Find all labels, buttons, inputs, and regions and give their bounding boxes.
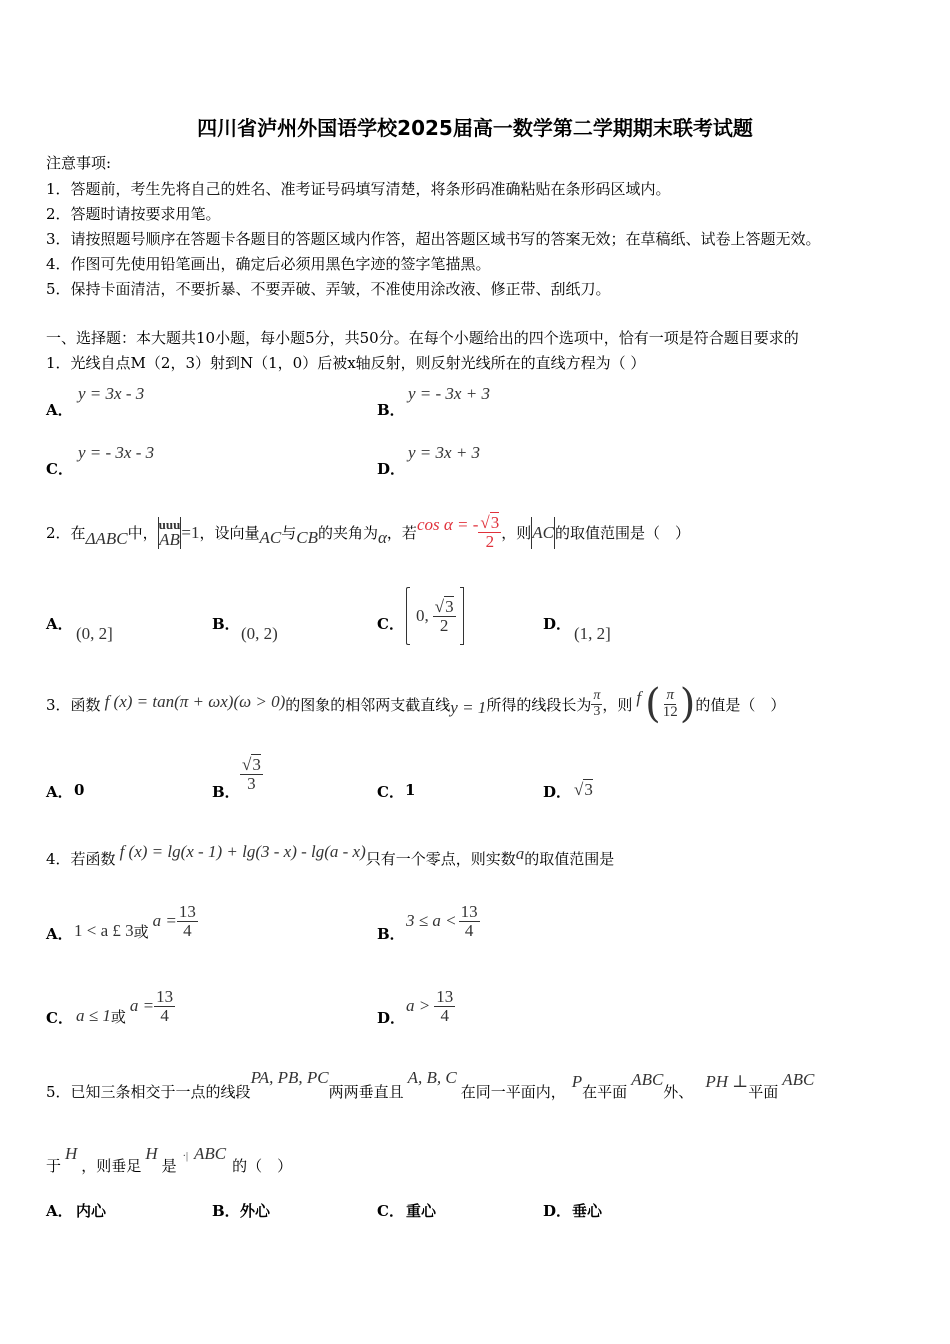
q3-pi: π bbox=[593, 687, 601, 703]
notice-item: 5．保持卡面清洁，不要折暴、不要弄破、弄皱，不准使用涂改液、修正带、刮纸刀。 bbox=[46, 280, 611, 298]
q4-option-a bbox=[74, 898, 198, 944]
q5-option-b: 外心 bbox=[240, 1202, 271, 1220]
q4-text: 的取值范围是 bbox=[524, 849, 615, 868]
q5-text: 的（ ） bbox=[232, 1157, 293, 1175]
q4-option-c-eq: a = bbox=[129, 996, 155, 1015]
q2-text: ，若 bbox=[386, 524, 417, 542]
notice-heading: 注意事项: bbox=[46, 154, 112, 172]
q2-vector-ac: AC bbox=[259, 527, 282, 547]
q3-text: 函数 bbox=[70, 695, 101, 714]
q2-text: 与 bbox=[281, 524, 297, 542]
q5-text: 于 bbox=[46, 1157, 62, 1175]
q2-text: 在 bbox=[70, 524, 86, 542]
q5-h: H bbox=[65, 1144, 78, 1163]
q1-option-b-label: B． bbox=[377, 401, 405, 419]
q4-number: 4． bbox=[46, 849, 71, 868]
q3-option-a: 0 bbox=[74, 781, 85, 799]
question-4-stem bbox=[46, 838, 614, 878]
q2-vector-arrow: uuu bbox=[158, 516, 181, 532]
q4-option-b-den: 4 bbox=[464, 920, 474, 940]
q2-option-c-pre: 0, bbox=[416, 606, 429, 625]
q4-a: a bbox=[515, 844, 525, 863]
q3-option-d-label: D． bbox=[543, 783, 572, 801]
question-5-stem bbox=[46, 1060, 814, 1102]
q2-option-d-label: D． bbox=[543, 615, 572, 633]
q3-f: f bbox=[636, 688, 642, 707]
question-3-stem: 3． 函数 f (x) = tan(π + ωx)(ω > 0) 的图象的相邻两支截直线 y = 1 所得的线段长为 $\frac{\pi}{3}$ ，则 f ( $\frac{\pi}{12}$ ) 的值是（ ） bbox=[46, 681, 786, 727]
q2-text: 的取值范围是（ ） bbox=[555, 524, 691, 542]
q2-option-c-den: 2 bbox=[439, 615, 449, 635]
page-title: 四川省泸州外国语学校2025届高一数学第二学期期末联考试题 bbox=[197, 116, 753, 140]
q2-text: ，则 bbox=[501, 524, 532, 542]
q4-option-c bbox=[76, 983, 175, 1029]
q5-text: 是 bbox=[161, 1157, 177, 1175]
q3-text: 的值是（ ） bbox=[695, 695, 786, 714]
q2-option-c: 0, $\frac{√3}{2}$ bbox=[406, 587, 464, 645]
q2-vector-ab: AB bbox=[159, 529, 180, 549]
q4-text: 若函数 bbox=[70, 849, 116, 868]
q4-option-c-or: 或 bbox=[110, 1007, 126, 1026]
q5-ph-perp: PH ⊥ bbox=[705, 1072, 749, 1091]
q4-option-d-num: 13 bbox=[436, 986, 454, 1006]
notice-item: 1．答题前，考生先将自己的姓名、准考证号码填写清楚，将条形码准确粘贴在条形码区域内。 bbox=[46, 180, 671, 198]
q2-abs-ac: AC bbox=[532, 522, 554, 542]
q5-option-b-label: B． bbox=[212, 1202, 240, 1220]
q3-option-b: $\frac{√3}{3}$ bbox=[242, 755, 261, 793]
q4-option-d-label: D． bbox=[377, 1009, 406, 1027]
q3-option-c-label: C． bbox=[377, 783, 404, 801]
q4-option-a-or: 或 bbox=[133, 922, 149, 941]
q5-text: 外、 bbox=[663, 1083, 694, 1101]
q5-points: A, B, C bbox=[407, 1068, 457, 1087]
q4-option-c-num: 13 bbox=[156, 986, 174, 1006]
question-5-stem-cont bbox=[46, 1136, 292, 1176]
q5-plane-abc2: ABC bbox=[782, 1070, 815, 1089]
q2-triangle: ΔABC bbox=[85, 528, 128, 548]
q1-option-a: y = 3x - 3 bbox=[78, 384, 145, 403]
q5-text: 在同一平面内， bbox=[460, 1083, 566, 1101]
q2-alpha: α bbox=[377, 527, 387, 547]
q5-number: 5． bbox=[46, 1083, 71, 1101]
question-1-stem: 1．光线自点M（2，3）射到N（1，0）后被x轴反射，则反射光线所在的直线方程为（ ） bbox=[46, 354, 646, 372]
q4-option-b-pre: 3 ≤ a < bbox=[406, 911, 457, 930]
q2-option-a: (0, 2] bbox=[76, 624, 113, 643]
q2-vector-cb: CB bbox=[296, 527, 318, 547]
q2-option-d: (1, 2] bbox=[574, 624, 611, 643]
section-heading: 一、选择题：本大题共10小题，每小题5分，共50分。在每个小题给出的四个选项中，恰有一项是符合题目要求的 bbox=[46, 329, 799, 347]
q4-option-b-num: 13 bbox=[460, 901, 478, 921]
q1-option-d: y = 3x + 3 bbox=[408, 443, 481, 462]
q4-option-d-den: 4 bbox=[440, 1005, 449, 1025]
q3-three: 3 bbox=[593, 703, 601, 719]
q2-option-b-label: B． bbox=[212, 615, 240, 633]
q2-cos-den: 2 bbox=[485, 532, 495, 551]
q4-option-a-num: 13 bbox=[178, 901, 196, 921]
q2-option-b: (0, 2) bbox=[241, 624, 278, 643]
q4-option-d-pre: a > bbox=[406, 996, 431, 1015]
q5-option-c: 重心 bbox=[406, 1202, 437, 1220]
q4-option-d bbox=[406, 983, 455, 1029]
q2-option-a-label: A． bbox=[46, 615, 73, 633]
triangle-icon: ·| bbox=[182, 1151, 188, 1162]
q3-twelve: 12 bbox=[662, 703, 678, 720]
q5-option-c-label: C． bbox=[377, 1202, 404, 1220]
q1-option-a-label: A． bbox=[46, 401, 73, 419]
q4-text: 只有一个零点，则实数 bbox=[365, 849, 516, 868]
q2-option-c-label: C． bbox=[377, 615, 404, 633]
q4-option-b-label: B． bbox=[377, 925, 405, 943]
q5-text: 两两垂直且 bbox=[328, 1083, 404, 1101]
q4-option-a-den: 4 bbox=[183, 920, 192, 940]
q3-option-b-den: 3 bbox=[247, 773, 256, 793]
q2-number: 2． bbox=[46, 524, 71, 542]
q3-number: 3． bbox=[46, 695, 71, 714]
notice-item: 4．作图可先使用铅笔画出，确定后必须用黑色字迹的签字笔描黑。 bbox=[46, 255, 491, 273]
q3-option-d-val: 3 bbox=[584, 780, 593, 799]
q3-option-a-label: A． bbox=[46, 783, 73, 801]
q2-option-c-num: 3 bbox=[445, 596, 454, 616]
q2-cos-condition: cos α = - $\frac{√3}{2}$ bbox=[416, 513, 500, 551]
q3-line: y = 1 bbox=[450, 698, 487, 717]
q3-function: f (x) = tan(π + ωx)(ω > 0) bbox=[104, 692, 286, 711]
q4-option-b bbox=[406, 898, 480, 944]
q2-text: 中， bbox=[127, 524, 158, 542]
q3-option-b-num: 3 bbox=[252, 755, 261, 774]
q5-triangle: ABC bbox=[193, 1144, 227, 1163]
q5-option-a-label: A． bbox=[46, 1202, 73, 1220]
q5-h2: H bbox=[145, 1144, 158, 1163]
q3-text: 所得的线段长为 bbox=[486, 695, 592, 714]
q5-segments: PA, PB, PC bbox=[250, 1068, 329, 1087]
q2-eq1: =1 bbox=[181, 522, 200, 542]
q5-text: 已知三条相交于一点的线段 bbox=[70, 1083, 251, 1101]
q4-option-c-pre: a ≤ 1 bbox=[76, 1006, 111, 1025]
q3-option-b-label: B． bbox=[212, 783, 240, 801]
q4-option-c-den: 4 bbox=[160, 1005, 169, 1025]
q4-option-a-pre: 1 < a £ 3 bbox=[74, 921, 134, 940]
q3-text: 的图象的相邻两支截直线 bbox=[285, 695, 451, 714]
q5-text: 在平面 bbox=[582, 1083, 628, 1101]
q1-option-c: y = - 3x - 3 bbox=[78, 443, 155, 462]
q3-option-c: 1 bbox=[405, 781, 416, 799]
q5-option-a: 内心 bbox=[76, 1202, 107, 1220]
q4-option-a-eq: a = bbox=[152, 911, 177, 930]
q2-text: 的夹角为 bbox=[317, 524, 378, 542]
q5-option-d: 垂心 bbox=[572, 1202, 603, 1220]
q5-text: ，则垂足 bbox=[81, 1157, 142, 1175]
q4-option-a-label: A． bbox=[46, 925, 73, 943]
q2-cos-num: 3 bbox=[490, 513, 500, 533]
q4-function: f (x) = lg(x - 1) + lg(3 - x) - lg(a - x) bbox=[119, 842, 366, 861]
notice-item: 3．请按照题号顺序在答题卡各题目的答题区域内作答，超出答题区域书写的答案无效；在草稿纸、试卷上答题无效。 bbox=[46, 230, 821, 248]
q1-option-c-label: C． bbox=[46, 460, 73, 478]
q5-p: P bbox=[571, 1072, 583, 1091]
q5-text: 平面 bbox=[748, 1083, 779, 1101]
q5-plane-abc: ABC bbox=[631, 1070, 664, 1089]
notice-item: 2．答题时请按要求用笔。 bbox=[46, 205, 221, 223]
q4-option-c-label: C． bbox=[46, 1009, 73, 1027]
q1-option-d-label: D． bbox=[377, 460, 406, 478]
question-2-stem bbox=[46, 505, 690, 560]
q3-option-d: √3 bbox=[574, 780, 593, 799]
q5-option-d-label: D． bbox=[543, 1202, 572, 1220]
q2-cos-lhs: cos α = - bbox=[416, 514, 479, 534]
q1-option-b: y = - 3x + 3 bbox=[408, 384, 490, 403]
q3-text: ，则 bbox=[602, 695, 633, 714]
q2-text: ，设向量 bbox=[199, 524, 260, 542]
q3-pi2: π bbox=[666, 686, 674, 703]
